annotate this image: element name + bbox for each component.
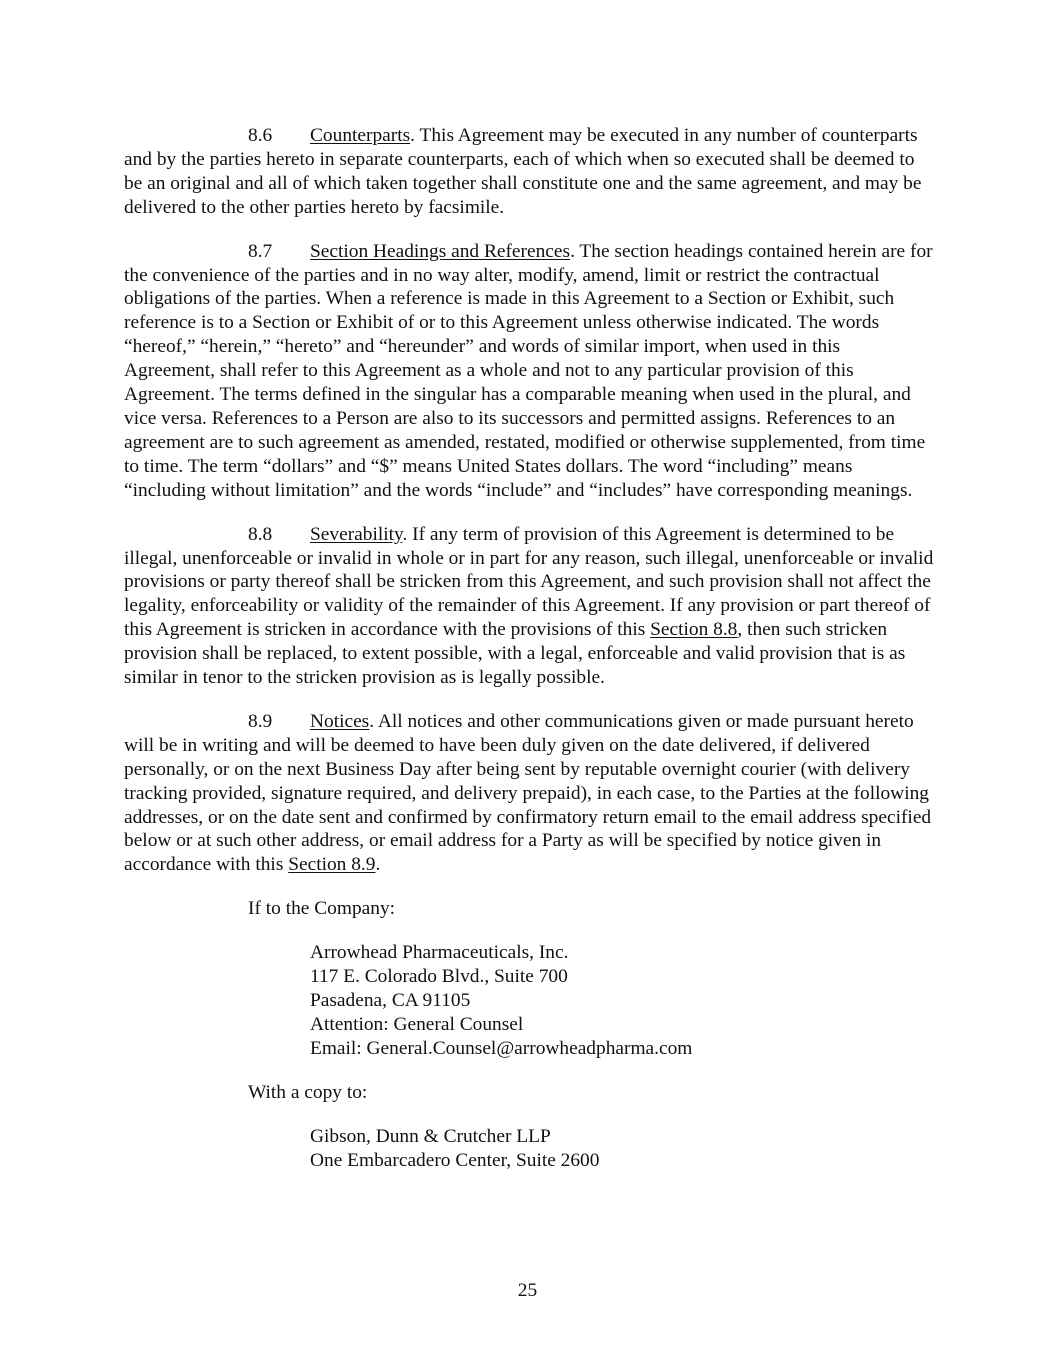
- address-line: Attention: General Counsel: [310, 1013, 524, 1035]
- section-body: .: [375, 854, 381, 876]
- address-line: Arrowhead Pharmaceuticals, Inc.: [310, 942, 569, 964]
- section-heading: Notices: [310, 710, 370, 732]
- address-line: One Embarcadero Center, Suite 2600: [310, 1149, 600, 1171]
- address-line: Gibson, Dunn & Crutcher LLP: [310, 1125, 551, 1147]
- page-number: 25: [517, 1280, 538, 1301]
- section-number: 8.7: [248, 240, 273, 262]
- section-8-9: [124, 710, 934, 877]
- section-reference: Section 8.8: [650, 619, 738, 641]
- company-address-block: [310, 941, 934, 1061]
- section-body: , then such stricken provision shall be replaced, to extent possible, with a legal, enforceable and valid provision that is as similar in tenor to the stricken provision as is legally possible.: [124, 619, 906, 689]
- section-heading: Counterparts: [310, 125, 411, 146]
- section-reference: Section 8.9: [288, 854, 376, 876]
- company-notice-lead: If to the Company:: [248, 898, 396, 920]
- address-line: Email: General.Counsel@arrowheadpharma.com: [310, 1037, 693, 1059]
- address-line: Pasadena, CA 91105: [310, 990, 471, 1011]
- section-body: . If any term of provision of this Agreement is determined to be illegal, unenforceable or invalid in whole or in part for any reason, such illegal, unenforceable or invalid provisions or party thereof shall be stricken from this Agreement, and such provision shall not affect the legality, enforceability or validity of the remainder of this Agreement. If any provision or part thereof of this Agreement is stricken in accordance with the provisions of this: [124, 523, 934, 641]
- section-body: . This Agreement may be executed in any number of counterparts and by the parties hereto in separate counterparts, each of which when so executed shall be deemed to be an original and all of which taken together shall constitute one and the same agreement, and may be delivered to the other parties hereto by facsimile.: [124, 125, 922, 218]
- section-body: . All notices and other communications given or made pursuant hereto will be in writing and will be deemed to have been duly given on the date delivered, if delivered personally, or on the next Business Day after being sent by reputable overnight courier (with delivery tracking provided, signature required, and delivery prepaid), in each case, to the Parties at the following addresses, or on the date sent and confirmed by confirmatory return email to the email address specified below or at such other address, or email address for a Party as will be specified by notice given in accordance with this: [124, 710, 932, 876]
- section-8-8: [124, 523, 934, 690]
- section-8-7: [124, 240, 934, 503]
- section-heading: Section Headings and References: [310, 240, 571, 262]
- section-number: 8.6: [248, 125, 273, 146]
- document-page: [124, 124, 934, 1192]
- section-number: 8.8: [248, 523, 273, 545]
- address-line: 117 E. Colorado Blvd., Suite 700: [310, 966, 568, 988]
- copy-address-block: [310, 1125, 934, 1173]
- copy-notice-lead: With a copy to:: [248, 1081, 368, 1103]
- section-body: . The section headings contained herein are for the convenience of the parties and in no way alter, modify, amend, limit or restrict the contractual obligations of the parties. When a reference is made in this Agreement to a Section or Exhibit, such reference is to a Section or Exhibit of or to this Agreement unless otherwise indicated. The words “hereof,” “herein,” “hereto” and “hereunder” and words of similar import, when used in this Agreement, shall refer to this Agreement as a whole and not to any particular provision of this Agreement. The terms defined in the singular has a comparable meaning when used in the plural, and vice versa. References to a Person are also to its successors and permitted assigns. References to an agreement are to such agreement as amended, restated, modified or otherwise supplemented, from time to time. The term “dollars” and “$” means United States dollars. The word “including” means “including without limitation” and the words “include” and “includes” have corresponding meanings.: [124, 240, 933, 501]
- section-number: 8.9: [248, 710, 273, 732]
- section-8-6: [124, 124, 934, 220]
- section-heading: Severability: [310, 523, 403, 545]
